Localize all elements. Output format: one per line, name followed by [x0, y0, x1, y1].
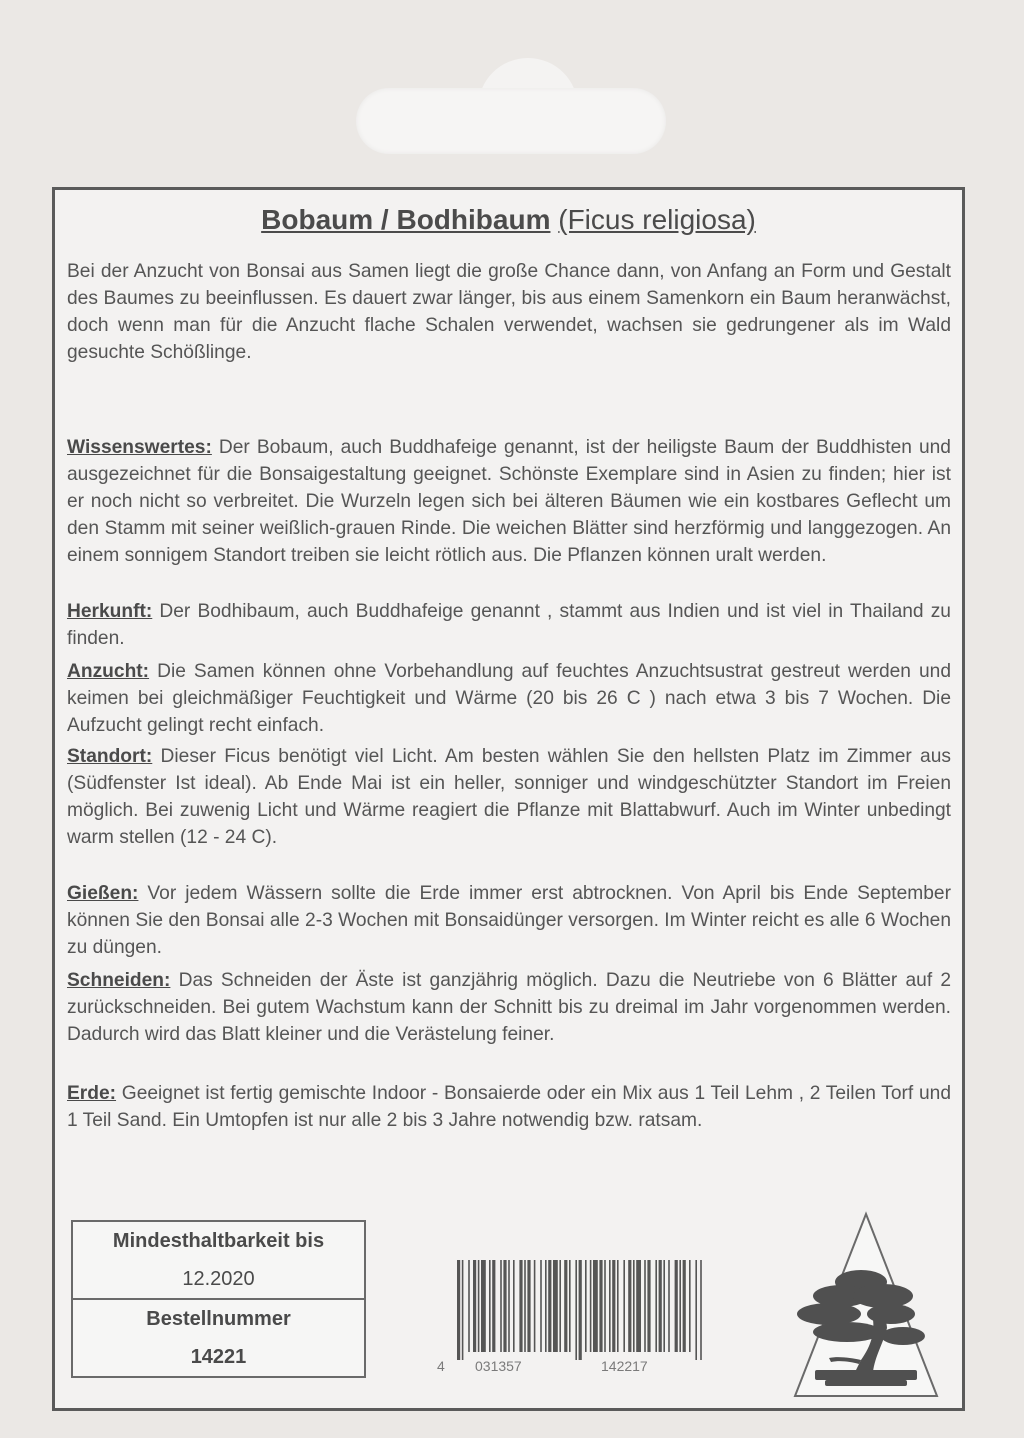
barcode-bar — [617, 1260, 619, 1352]
barcode-bar — [604, 1260, 606, 1352]
barcode-bar — [564, 1260, 567, 1352]
barcode-bar — [663, 1260, 665, 1352]
barcode-bars — [455, 1260, 705, 1360]
intro-paragraph: Bei der Anzucht von Bonsai aus Samen liegt die große Chance dann, von Anfang an Form und Gestalt des Baumes zu beeinflussen. Es dauert zwar länger, bis aus einem Samenkorn ein Baum heranwächst, doch wenn man für die Anzucht flache Schalen verwendet, wachsen sie gedrungener als im Wald gesuchte Schößlinge. — [67, 261, 951, 363]
barcode-bar — [612, 1260, 615, 1352]
barcode-bar — [473, 1260, 476, 1352]
barcode-bar — [590, 1260, 592, 1352]
barcode-bar — [481, 1260, 486, 1352]
section-anzucht — [67, 658, 951, 739]
expiry-value: 12.2020 — [182, 1268, 255, 1290]
section-body: Die Samen können ohne Vorbehandlung auf feuchtes Anzuchtsustrat gestreut werden und keimen bei gleichmäßiger Feuchtigkeit und Wärme (20 bis 26 C ) nach etwa 3 bis 7 Wochen. Die Aufzucht gelingt recht einfach. — [67, 661, 951, 736]
section-heading: Herkunft: — [67, 601, 153, 622]
barcode-bar — [540, 1260, 542, 1352]
section-body: Dieser Ficus benötigt viel Licht. Am besten wählen Sie den hellsten Platz im Zimmer aus (Südfenster Ist ideal). Ab Ende Mai ist ein heller, sonniger und windgeschützter Standort im Freien möglich. Bei zuwenig Licht und Wärme reagiert die Pflanze mit Blattabwurf. Auch im Winter unbedingt warm stellen (12 - 24 C). — [67, 746, 951, 848]
section-erde — [67, 1080, 951, 1134]
barcode-bar — [462, 1260, 464, 1360]
barcode-bar — [489, 1260, 491, 1352]
barcode-bar — [668, 1260, 670, 1352]
barcode-bar — [508, 1260, 510, 1352]
barcode-bar — [644, 1260, 646, 1352]
barcode-bar — [548, 1260, 551, 1352]
barcode-bar — [545, 1260, 547, 1352]
barcode-bar — [700, 1260, 702, 1360]
barcode-bar — [623, 1260, 625, 1352]
hang-hole-tab — [356, 88, 666, 154]
section-heading: Anzucht: — [67, 661, 150, 682]
section-wissenswertes — [67, 434, 951, 569]
barcode-bar — [492, 1260, 495, 1352]
section-heading: Erde: — [67, 1083, 117, 1104]
section-heading: Schneiden: — [67, 970, 171, 991]
section-body: Vor jedem Wässern sollte die Erde immer erst abtrocknen. Von April bis Ende September können Sie den Bonsai alle 2-3 Wochen mit Bonsaidünger versorgen. Im Winter reicht es alle 6 Wochen zu düngen. — [67, 883, 951, 958]
seed-packet-panel — [52, 187, 965, 1411]
section-schneiden — [67, 967, 951, 1048]
section-heading: Gießen: — [67, 883, 139, 904]
barcode-bar — [633, 1260, 635, 1352]
barcode-bar — [553, 1260, 558, 1352]
barcode-digits-left: 031357 — [475, 1358, 522, 1374]
section-standort — [67, 743, 951, 851]
title-main: Bobaum / Bodhibaum — [261, 204, 551, 235]
barcode-bar — [599, 1260, 602, 1352]
barcode-bar — [569, 1260, 571, 1352]
section-body: Der Bodhibaum, auch Buddhafeige genannt , stammt aus Indien und ist viel in Thailand zu finden. — [67, 601, 951, 649]
barcode-bar — [503, 1260, 506, 1352]
barcode-bar — [524, 1260, 526, 1352]
barcode-bar — [575, 1260, 577, 1360]
barcode-bar — [679, 1260, 681, 1352]
barcode-digit-first: 4 — [437, 1358, 445, 1374]
section-giessen — [67, 880, 951, 961]
expiry-label: Mindesthaltbarkeit bis — [112, 1230, 325, 1252]
barcode-bar — [695, 1260, 697, 1360]
barcode-bar — [689, 1260, 691, 1352]
barcode-bar — [609, 1260, 611, 1352]
product-title — [55, 204, 962, 236]
section-heading: Standort: — [67, 746, 153, 767]
barcode-bar — [534, 1260, 536, 1352]
section-body: Der Bobaum, auch Buddhafeige genannt, ist der heiligste Baum der Buddhisten und ausgezeichnet für die Bonsaigestaltung geeignet. Schönste Exemplare sind in Asien zu finden; hier ist er noch nicht so verbreitet. Die Wurzeln legen sich bei älteren Bäumen wie ein kostbares Geflecht um den Stamm mit seiner weißlich-grauen Rinde. Die weichen Blätter sind herzförmig und langgezogen. An einem sonnigem Standort treiben sie leicht rötlich aus. Die Pflanzen können uralt werden. — [67, 437, 951, 566]
barcode-bar — [468, 1260, 470, 1352]
section-herkunft — [67, 598, 951, 652]
bonsai-logo — [791, 1210, 941, 1400]
barcode-bar — [655, 1260, 657, 1352]
barcode-bar — [500, 1260, 502, 1352]
barcode-bar — [579, 1260, 582, 1360]
barcode-bar — [559, 1260, 561, 1352]
barcode-bar — [659, 1260, 662, 1352]
barcode-bar — [636, 1260, 641, 1352]
barcode-bar — [519, 1260, 522, 1352]
bonsai-tree-icon — [791, 1210, 941, 1400]
section-body: Das Schneiden der Äste ist ganzjährig möglich. Dazu die Neutriebe von 6 Blätter auf 2 zurückschneiden. Bei gutem Wachstum kann der Schnitt bis zu dreimal im Jahr vorgenommen werden. Dadurch wird das Blatt kleiner und die Verästelung feiner. — [67, 970, 951, 1045]
barcode-bar — [585, 1260, 587, 1352]
info-box — [71, 1220, 366, 1378]
barcode-bar — [478, 1260, 480, 1352]
title-latin: (Ficus religiosa) — [558, 204, 756, 235]
barcode-bar — [647, 1260, 650, 1352]
barcode — [437, 1260, 705, 1386]
section-body: Geeignet ist fertig gemischte Indoor - Bonsaierde oder ein Mix aus 1 Teil Lehm , 2 Teilen Torf und 1 Teil Sand. Ein Umtopfen ist nur alle 2 bis 3 Jahre notwendig bzw. ratsam. — [67, 1083, 951, 1131]
barcode-bar — [457, 1260, 460, 1360]
barcode-bar — [593, 1260, 598, 1352]
barcode-bar — [513, 1260, 515, 1352]
barcode-bar — [527, 1260, 530, 1352]
section-heading: Wissenswertes: — [67, 437, 212, 458]
barcode-bar — [683, 1260, 686, 1352]
order-number-value: 14221 — [190, 1346, 247, 1368]
barcode-bar — [628, 1260, 631, 1352]
barcode-digits — [437, 1358, 705, 1380]
order-number-label: Bestellnummer — [146, 1308, 291, 1330]
barcode-digits-right: 142217 — [601, 1358, 648, 1374]
barcode-bar — [675, 1260, 678, 1352]
